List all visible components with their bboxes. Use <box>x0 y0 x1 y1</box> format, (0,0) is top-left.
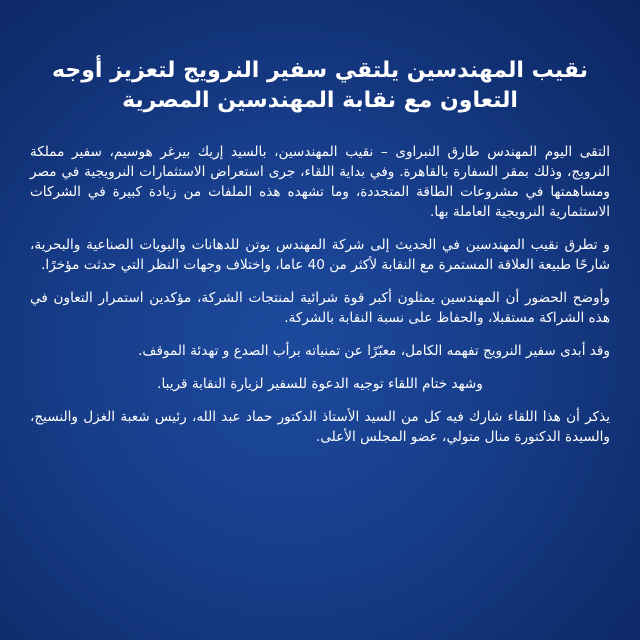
paragraph-attendees: يذكر أن هذا اللقاء شارك فيه كل من السيد الأستاذ الدكتور حماد عبد الله، رئيس شعبة الغزل والنسيج، والسيدة الدكتورة منال متولي، عضو المجلس الأعلى. <box>30 409 610 445</box>
paragraph-purchasing-power: وأوضح الحضور أن المهندسين يمثلون أكبر قوة شرائية لمنتجات الشركة، مؤكدين استمرار التعاون في هذه الشراكة مستقبلا، والحفاظ على نسبة النقابة بالشركة. <box>30 290 610 326</box>
paragraph-invitation: وشهد ختام اللقاء توجيه الدعوة للسفير لزيارة النقابة قريبا. <box>157 376 483 392</box>
paragraph-meeting: التقى اليوم المهندس طارق النبراوى – نقيب المهندسين، بالسيد إريك بيرغر هوسيم، سفير مملكة النرويج، وذلك بمقر السفارة بالقاهرة. وفي بداية اللقاء، جرى استعراض الاستثمارات النرويجية في مصر ومساهمتها في مشروعات الطاقة المتجددة، وما تشهده هذه الملفات من زيادة كبيرة في الشركات الاستثمارية النرويجية العاملة بها. <box>30 144 610 220</box>
paragraph-ambassador-response: وقد أبدى سفير النرويج تفهمه الكامل، معبّرًا عن تمنياته برأب الصدع و تهدئة الموقف. <box>138 343 610 359</box>
paragraph-jotun: و تطرق نقيب المهندسين في الحديث إلى شركة المهندس يوتن للدهانات والبويات الصناعية والبحرية، شارحًا طبيعة العلاقة المستمرة مع النقابة لأكثر من 40 عاما، واختلاف وجهات النظر التي حدثت مؤخرًا. <box>30 237 610 273</box>
headline: نقيب المهندسين يلتقي سفير النرويج لتعزيز أوجه التعاون مع نقابة المهندسين المصرية <box>52 58 588 113</box>
article-body <box>30 142 610 447</box>
